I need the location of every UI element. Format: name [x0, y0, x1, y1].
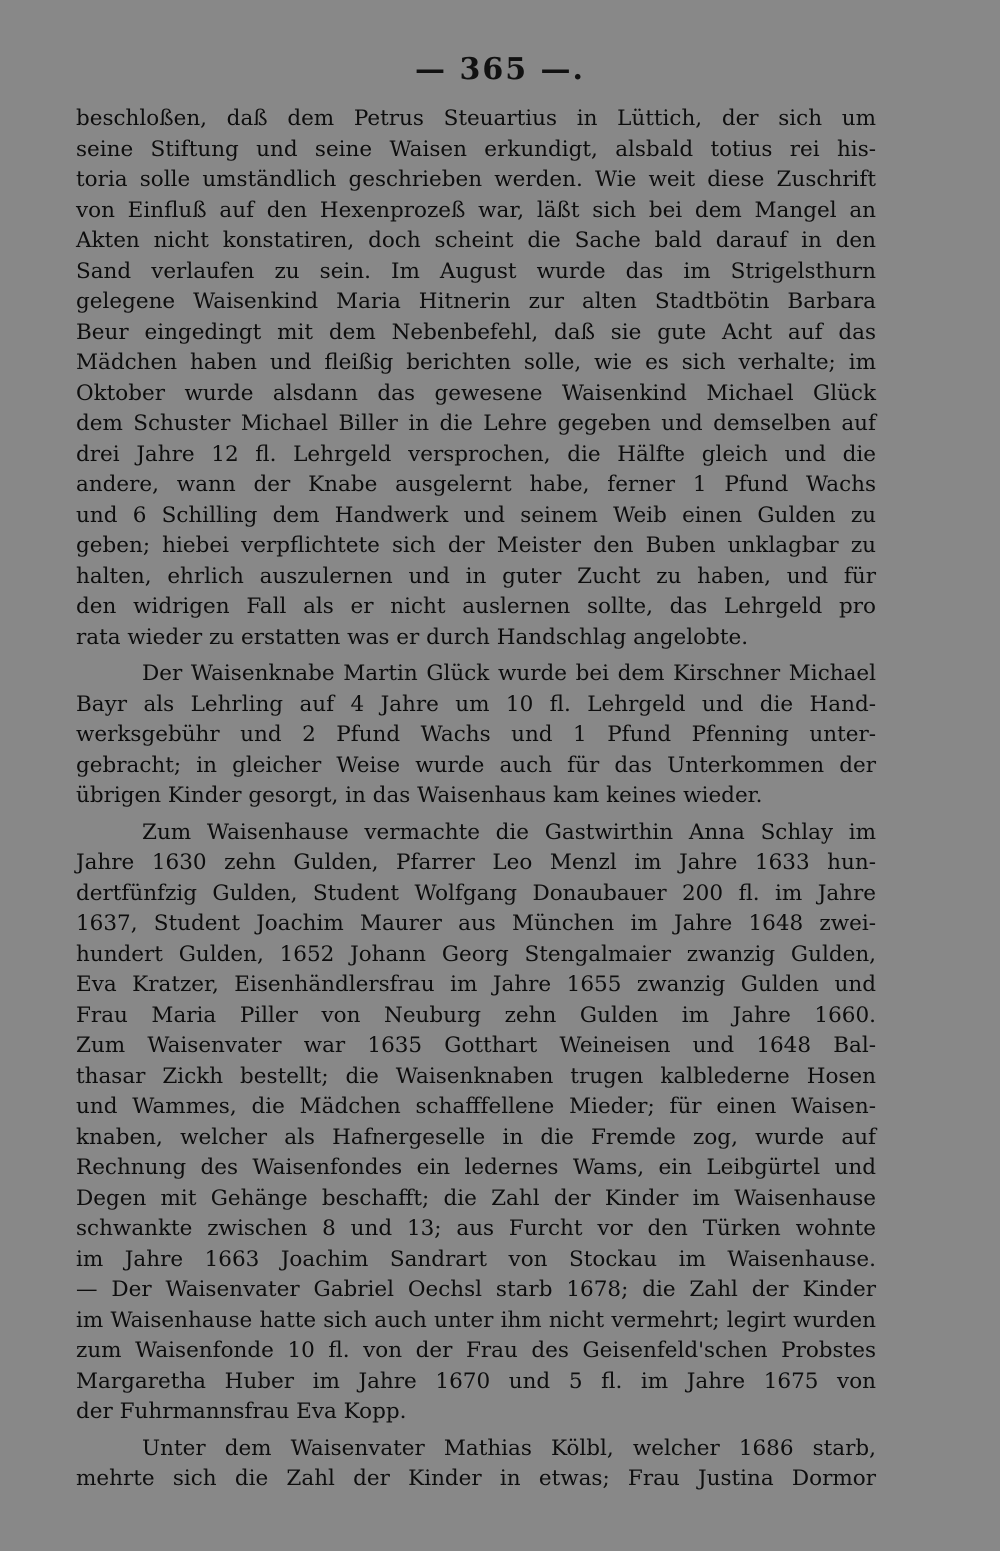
- text-line: Frau Maria Piller von Neuburg zehn Gulden im Jahre 1660.: [76, 1002, 876, 1028]
- text-line: Bayr als Lehrling auf 4 Jahre um 10 fl. Lehrgeld und die Hand-: [76, 691, 876, 717]
- paragraph: [76, 818, 876, 1428]
- text-line: andere, wann der Knabe ausgelernt habe, ferner 1 Pfund Wachs: [76, 472, 876, 497]
- text-line: dertfünfzig Gulden, Student Wolfgang Donaubauer 200 fl. im Jahre: [76, 880, 876, 906]
- text-line: und Wammes, die Mädchen schafffellene Mieder; für einen Waisen-: [76, 1094, 876, 1119]
- text-line: gelegene Waisenkind Maria Hitnerin zur alten Stadtbötin Barbara: [76, 289, 876, 314]
- text-line: übrigen Kinder gesorgt, in das Waisenhaus kam keines wieder.: [76, 783, 763, 808]
- text-line: Jahre 1630 zehn Gulden, Pfarrer Leo Menzl im Jahre 1633 hun-: [76, 850, 876, 875]
- text-line: werksgebühr und 2 Pfund Wachs und 1 Pfund Pfenning unter-: [76, 722, 876, 747]
- text-line: und 6 Schilling dem Handwerk und seinem Weib einen Gulden zu: [76, 502, 876, 528]
- text-line: knaben, welcher als Hafnergeselle in die Fremde zog, wurde auf: [76, 1124, 876, 1150]
- text-line: Mädchen haben und fleißig berichten solle, wie es sich verhalte; im: [76, 350, 876, 375]
- text-line: geben; hiebei verpflichtete sich der Meister den Buben unklagbar zu: [76, 533, 876, 558]
- text-line: rata wieder zu erstatten was er durch Handschlag angelobte.: [76, 624, 749, 650]
- text-line: im Waisenhause hatte sich auch unter ihm nicht vermehrt; legirt wurden: [76, 1307, 876, 1333]
- text-line: Unter dem Waisenvater Mathias Kölbl, welcher 1686 starb,: [142, 1435, 876, 1461]
- paragraph: [76, 659, 876, 812]
- text-line: schwankte zwischen 8 und 13; aus Furcht vor den Türken wohnte: [76, 1216, 876, 1241]
- text-line: mehrte sich die Zahl der Kinder in etwas; Frau Justina Dormor: [76, 1466, 876, 1491]
- text-line: Beur eingedingt mit dem Nebenbefehl, daß sie gute Acht auf das: [76, 319, 876, 345]
- text-line: — Der Waisenvater Gabriel Oechsl starb 1678; die Zahl der Kinder: [76, 1277, 876, 1302]
- text-line: Margaretha Huber im Jahre 1670 und 5 fl. im Jahre 1675 von: [76, 1368, 876, 1394]
- text-line: dem Schuster Michael Biller in die Lehre gegeben und demselben auf: [76, 411, 876, 436]
- text-line: zum Waisenfonde 10 fl. von der Frau des Geisenfeld'schen Probstes: [76, 1338, 876, 1363]
- text-line: Oktober wurde alsdann das gewesene Waisenkind Michael Glück: [76, 380, 876, 406]
- text-line: den widrigen Fall als er nicht auslernen sollte, das Lehrgeld pro: [76, 594, 876, 619]
- text-line: der Fuhrmannsfrau Eva Kopp.: [76, 1399, 407, 1424]
- text-line: Zum Waisenvater war 1635 Gotthart Weineisen und 1648 Bal-: [76, 1033, 876, 1058]
- text-line: seine Stiftung und seine Waisen erkundigt, alsbald totius rei his-: [76, 136, 876, 162]
- text-line: Degen mit Gehänge beschafft; die Zahl der Kinder im Waisenhause: [76, 1185, 876, 1211]
- body-text: [76, 104, 876, 1495]
- text-line: gebracht; in gleicher Weise wurde auch für das Unterkommen der: [76, 752, 876, 778]
- page-number: — 365 —.: [415, 52, 585, 87]
- text-line: Der Waisenknabe Martin Glück wurde bei dem Kirschner Michael: [142, 661, 876, 686]
- paragraph: [76, 104, 876, 653]
- text-line: Akten nicht konstatiren, doch scheint die Sache bald darauf in den: [76, 228, 876, 253]
- text-line: Sand verlaufen zu sein. Im August wurde das im Strigelsthurn: [76, 258, 876, 284]
- text-line: Rechnung des Waisenfondes ein ledernes Wams, ein Leibgürtel und: [76, 1155, 876, 1180]
- text-line: im Jahre 1663 Joachim Sandrart von Stockau im Waisenhause.: [76, 1246, 876, 1272]
- text-line: thasar Zickh bestellt; die Waisenknaben trugen kalblederne Hosen: [76, 1063, 876, 1089]
- text-line: Eva Kratzer, Eisenhändlersfrau im Jahre 1655 zwanzig Gulden und: [76, 972, 876, 997]
- paragraph: [76, 1434, 876, 1495]
- text-line: toria solle umständlich geschrieben werden. Wie weit diese Zuschrift: [76, 167, 876, 192]
- text-line: drei Jahre 12 fl. Lehrgeld versprochen, die Hälfte gleich und die: [76, 441, 876, 467]
- text-line: von Einfluß auf den Hexenprozeß war, läßt sich bei dem Mangel an: [76, 197, 876, 223]
- text-line: Zum Waisenhause vermachte die Gastwirthin Anna Schlay im: [142, 819, 876, 845]
- text-line: 1637, Student Joachim Maurer aus München im Jahre 1648 zwei-: [76, 911, 876, 936]
- text-line: halten, ehrlich auszulernen und in guter Zucht zu haben, und für: [76, 563, 876, 589]
- text-line: hundert Gulden, 1652 Johann Georg Stengalmaier zwanzig Gulden,: [76, 941, 876, 967]
- text-line: beschloßen, daß dem Petrus Steuartius in Lüttich, der sich um: [76, 106, 876, 131]
